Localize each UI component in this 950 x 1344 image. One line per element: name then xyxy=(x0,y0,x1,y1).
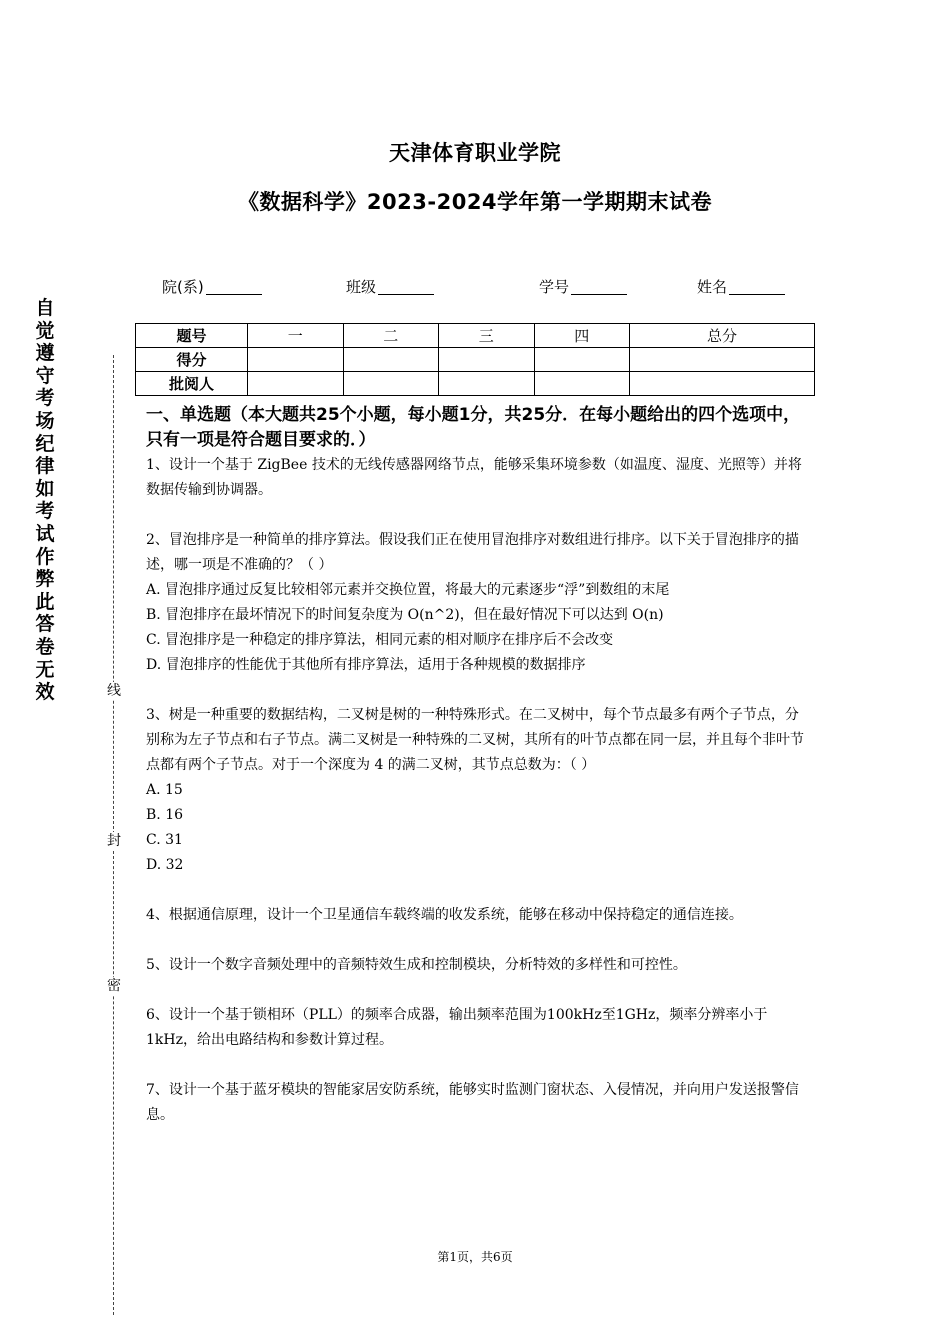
question-2-option-c: C. 冒泡排序是一种稳定的排序算法，相同元素的相对顺序在排序后不会改变 xyxy=(146,632,614,648)
seal-close-label: 密 xyxy=(107,978,121,994)
department-blank xyxy=(206,278,262,295)
page-number: 第1页，共6页 xyxy=(437,1250,513,1264)
score-cell xyxy=(630,348,815,372)
question-3-option-c: C. 31 xyxy=(146,832,183,848)
row-header-question: 题号 xyxy=(136,324,248,348)
student-id-blank xyxy=(571,278,627,295)
grader-cell xyxy=(343,372,439,396)
score-cell xyxy=(343,348,439,372)
class-field xyxy=(346,276,434,297)
student-id-field xyxy=(539,276,627,297)
question-3-option-a: A. 15 xyxy=(146,782,183,798)
question-2-option-b: B. 冒泡排序在最坏情况下的时间复杂度为 O(n^2)，但在最好情况下可以达到 O(n) xyxy=(146,607,664,623)
grader-cell xyxy=(248,372,344,396)
exam-title: 《数据科学》2023-2024学年第一学期期末试卷 xyxy=(237,190,713,214)
question-3-option-d: D. 32 xyxy=(146,857,184,873)
score-cell xyxy=(534,348,630,372)
grader-cell xyxy=(439,372,535,396)
question-1: 1、设计一个基于 ZigBee 技术的无线传感器网络节点，能够采集环境参数（如温度、湿度、光照等）并将数据传输到协调器。 xyxy=(146,457,802,498)
class-label: 班级 xyxy=(346,278,377,296)
seal-seal-label: 封 xyxy=(107,833,121,849)
name-blank xyxy=(729,278,785,295)
question-7: 7、设计一个基于蓝牙模块的智能家居安防系统，能够实时监测门窗状态、入侵情况，并向用户发送报警信息。 xyxy=(146,1082,799,1123)
seal-line-label: 线 xyxy=(107,683,121,699)
question-4: 4、根据通信原理，设计一个卫星通信车载终端的收发系统，能够在移动中保持稳定的通信连接。 xyxy=(146,907,743,923)
class-blank xyxy=(378,278,434,295)
table-row xyxy=(136,372,815,396)
score-cell xyxy=(248,348,344,372)
name-field xyxy=(697,276,785,297)
row-header-score: 得分 xyxy=(136,348,248,372)
student-id-label: 学号 xyxy=(539,278,570,296)
exam-discipline-notice: 自觉遵守考场纪律如考试作弊此答卷无效 xyxy=(35,297,55,704)
question-6: 6、设计一个基于锁相环（PLL）的频率合成器，输出频率范围为100kHz至1GHz，频率分辨率小于1kHz，给出电路结构和参数计算过程。 xyxy=(146,1007,768,1048)
question-2-option-a: A. 冒泡排序通过反复比较相邻元素并交换位置，将最大的元素逐步“浮”到数组的末尾 xyxy=(146,582,670,598)
question-2-option-d: D. 冒泡排序的性能优于其他所有排序算法，适用于各种规模的数据排序 xyxy=(146,657,586,673)
school-name: 天津体育职业学院 xyxy=(389,141,561,165)
column-header: 总分 xyxy=(630,324,815,348)
table-row xyxy=(136,348,815,372)
column-header: 二 xyxy=(343,324,439,348)
name-label: 姓名 xyxy=(697,278,728,296)
grader-cell xyxy=(534,372,630,396)
column-header: 一 xyxy=(248,324,344,348)
question-3-option-b: B. 16 xyxy=(146,807,184,823)
row-header-grader: 批阅人 xyxy=(136,372,248,396)
score-table xyxy=(135,323,815,396)
grader-cell xyxy=(630,372,815,396)
department-field xyxy=(162,276,262,297)
table-row xyxy=(136,324,815,348)
score-cell xyxy=(439,348,535,372)
column-header: 三 xyxy=(439,324,535,348)
question-5: 5、设计一个数字音频处理中的音频特效生成和控制模块，分析特效的多样性和可控性。 xyxy=(146,957,687,973)
department-label: 院(系) xyxy=(162,278,204,296)
question-3: 3、树是一种重要的数据结构，二叉树是树的一种特殊形式。在二叉树中，每个节点最多有两个子节点，分别称为左子节点和右子节点。满二叉树是一种特殊的二叉树，其所有的叶节点都在同一层，并且每个非叶节点都有两个子节点。对于一个深度为 4 的满二叉树，其节点总数为：（ ） xyxy=(146,707,804,773)
question-2: 2、冒泡排序是一种简单的排序算法。假设我们正在使用冒泡排序对数组进行排序。以下关于冒泡排序的描述，哪一项是不准确的？（ ） xyxy=(146,532,799,573)
question-list xyxy=(146,453,812,1128)
column-header: 四 xyxy=(534,324,630,348)
section-heading: 一、单选题（本大题共25个小题，每小题1分，共25分．在每小题给出的四个选项中，只有一项是符合题目要求的．） xyxy=(146,405,801,450)
